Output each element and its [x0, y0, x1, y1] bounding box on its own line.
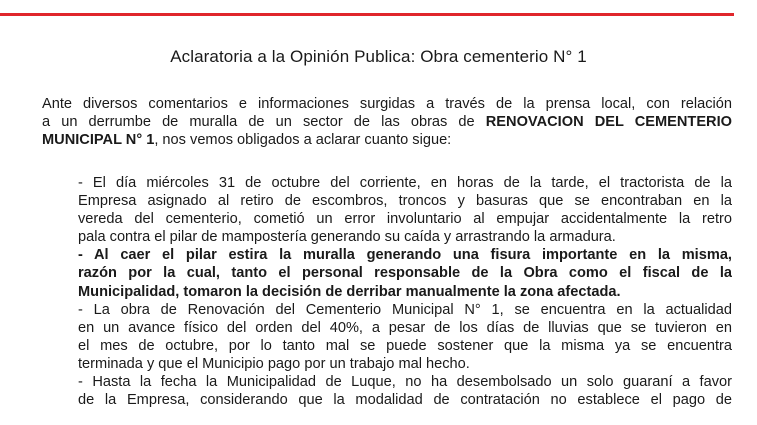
document-title: Aclaratoria a la Opinión Publica: Obra cementerio N° 1	[170, 47, 587, 66]
intro-line-1: Ante diversos comentarios e informaciones surgidas a través de la prensa local, con relación	[42, 96, 732, 112]
intro-project-name-cont: MUNICIPAL N° 1	[42, 132, 155, 148]
item-2-line-2: razón por la cual, tanto el personal responsable de la Obra como el fiscal de la	[78, 265, 732, 282]
intro-line-3	[42, 131, 732, 149]
item-1-line-3: vereda del cementerio, cometió un error involuntario al empujar accidentalmente la retro	[78, 211, 732, 228]
item-1-line-4: pala contra el pilar de mampostería generando su caída y arrastrando la armadura.	[78, 229, 616, 246]
intro-paragraph	[42, 95, 732, 149]
item-4-line-1: - Hasta la fecha la Municipalidad de Luque, no ha desembolsado un solo guaraní a favor	[78, 374, 732, 391]
item-4-line-2: de la Empresa, considerando que la modalidad de contratación no establece el pago de	[78, 392, 732, 409]
item-3-line-4: terminada y que el Municipio pago por un trabajo mal hecho.	[78, 355, 470, 372]
item-3-line-1: - La obra de Renovación del Cementerio Municipal N° 1, se encuentra en la actualidad	[78, 301, 732, 318]
item-1-line-2: Empresa asignado al retiro de escombros, troncos y basuras que se encontraban en la	[78, 193, 732, 210]
item-3-line-2: en un avance físico del orden del 40%, a pesar de los días de lluvias que se tuvieron en	[78, 319, 732, 336]
intro-line-2-text: a un derrumbe de muralla de un sector de las obras de	[42, 114, 486, 130]
intro-line-3-text: , nos vemos obligados a aclarar cuanto sigue:	[154, 132, 452, 148]
item-3-line-3: el mes de octubre, por lo tanto mal se puede sostener que la misma ya se encuentra	[78, 337, 732, 354]
item-2-line-3: Municipalidad, tomaron la decisión de derribar manualmente la zona afectada.	[78, 283, 621, 300]
intro-project-name: RENOVACION DEL CEMENTERIO	[485, 114, 732, 130]
intro-line-2	[42, 113, 732, 131]
statement-items	[78, 174, 732, 409]
header-red-rule	[0, 13, 734, 16]
item-2-line-1: - Al caer el pilar estira la muralla generando una fisura importante en la misma,	[78, 247, 732, 264]
item-1-line-1: - El día miércoles 31 de octubre del corriente, en horas de la tarde, el tractorista de la	[78, 175, 732, 191]
